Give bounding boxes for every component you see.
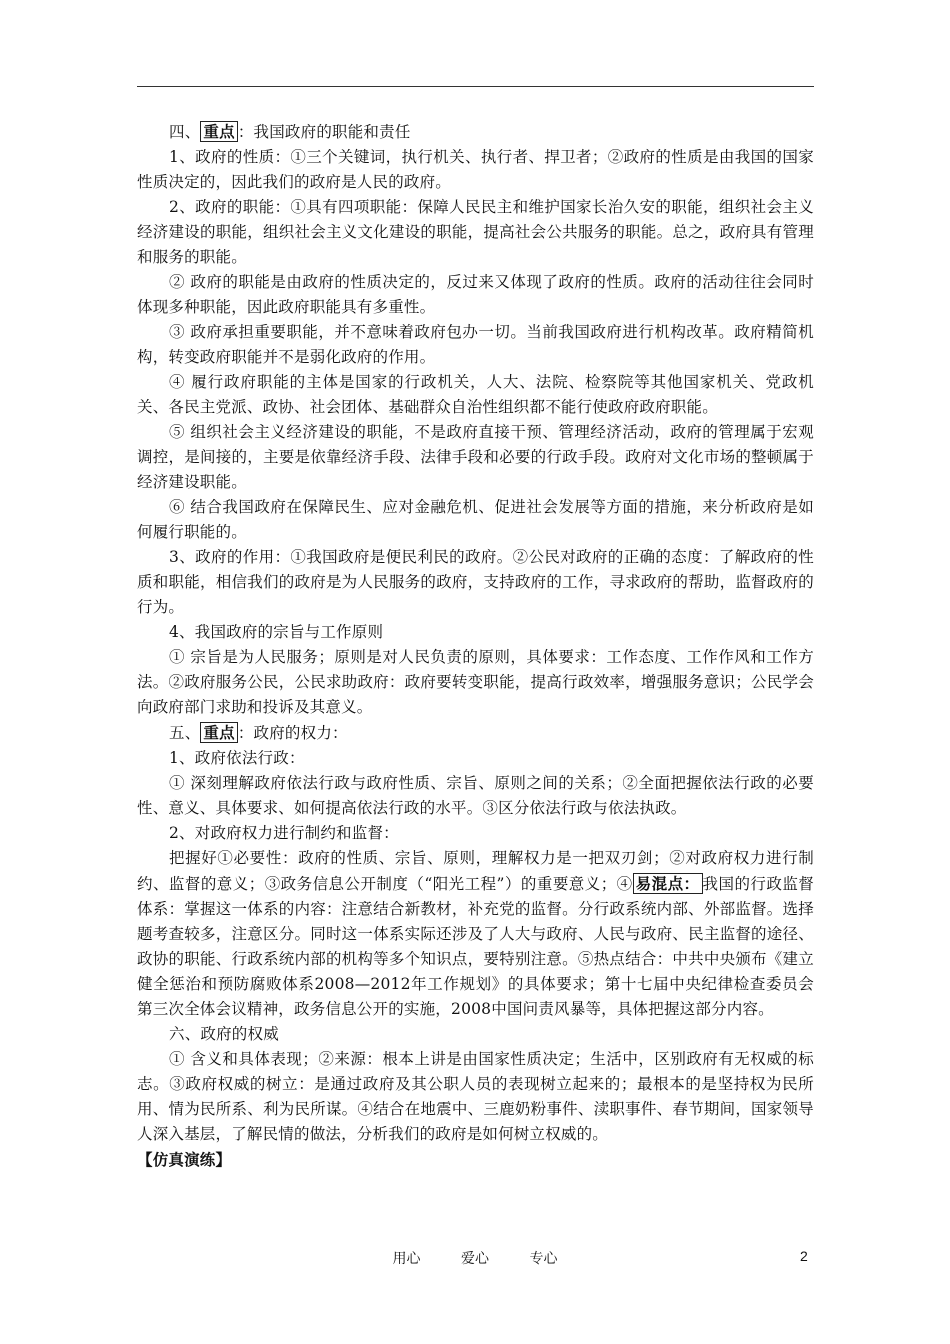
section-4-heading bbox=[137, 119, 814, 145]
footer-word: 专心 bbox=[529, 1251, 558, 1267]
document-body bbox=[137, 119, 814, 1172]
paragraph: ⑤ 组织社会主义经济建设的职能，不是政府直接干预、管理经济活动，政府的管理属于宏观调控，是间接的，主要是依靠经济手段、法律手段和必要的行政手段。政府对文化市场的整顿属于经济建设职能。 bbox=[137, 423, 814, 491]
paragraph-text: 把握好①必要性：政府的性质、宗旨、原则，理解权力是一把双刃剑；②对政府权力进行制约、监督的意义；③政务信息公开制度（“阳光工程”）的重要意义；④ bbox=[137, 849, 814, 893]
paragraph: 2、对政府权力进行制约和监督： bbox=[169, 824, 399, 842]
page-number: 2 bbox=[800, 1248, 808, 1264]
section-4-number: 四、 bbox=[169, 123, 201, 141]
paragraph: ③ 政府承担重要职能，并不意味着政府包办一切。当前我国政府进行机构改革。政府精简机构，转变政府职能并不是弱化政府的作用。 bbox=[137, 323, 814, 366]
paragraph bbox=[137, 846, 814, 1022]
header-rule bbox=[137, 86, 814, 87]
key-point-tag: 重点 bbox=[200, 722, 237, 743]
paragraph: ① 深刻理解政府依法行政与政府性质、宗旨、原则之间的关系；②全面把握依法行政的必要性、意义、具体要求、如何提高依法行政的水平。③区分依法行政与依法执政。 bbox=[137, 774, 814, 817]
key-point-tag: 重点 bbox=[200, 121, 237, 142]
section-5-number: 五、 bbox=[169, 724, 201, 742]
paragraph: 4、我国政府的宗旨与工作原则 bbox=[169, 623, 384, 641]
section-4-title: ：我国政府的职能和责任 bbox=[237, 123, 411, 141]
paragraph: ① 宗旨是为人民服务；原则是对人民负责的原则，具体要求：工作态度、工作作风和工作方法。②政府服务公民，公民求助政府：政府要转变职能，提高行政效率，增强服务意识；公民学会向政府部门求助和投诉及其意义。 bbox=[137, 648, 814, 716]
section-5-heading bbox=[137, 720, 814, 746]
footer-word: 用心 bbox=[392, 1251, 421, 1267]
paragraph: ② 政府的职能是由政府的性质决定的，反过来又体现了政府的性质。政府的活动往往会同时体现多种职能，因此政府职能具有多重性。 bbox=[137, 273, 814, 316]
paragraph: ① 含义和具体表现；②来源：根本上讲是由国家性质决定；生活中，区别政府有无权威的标志。③政府权威的树立：是通过政府及其公职人员的表现树立起来的；最根本的是坚持权为民所用、情为民所系、利为民所谋。④结合在地震中、三鹿奶粉事件、渎职事件、春节期间，国家领导人深入基层，了解民情的做法，分析我们的政府是如何树立权威的。 bbox=[137, 1050, 814, 1143]
paragraph: ⑥ 结合我国政府在保障民生、应对金融危机、促进社会发展等方面的措施，来分析政府是如何履行职能的。 bbox=[137, 498, 814, 541]
exercise-heading: 【仿真演练】 bbox=[137, 1150, 232, 1169]
paragraph: 1、政府的性质：①三个关键词，执行机关、执行者、捍卫者；②政府的性质是由我国的国家性质决定的，因此我们的政府是人民的政府。 bbox=[137, 148, 814, 191]
section-5-title: ：政府的权力： bbox=[237, 724, 348, 742]
section-6-heading: 六、政府的权威 bbox=[169, 1025, 279, 1043]
paragraph-text: 我国的行政监督体系：掌握这一体系的内容：注意结合新教材，补充党的监督。分行政系统内部、外部监督。选择题考查较多，注意区分。同时这一体系实际还涉及了人大与政府、人民与政府、民主监督的途径、政协的职能、行政系统内部的机构等多个知识点，要特别注意。⑤热点结合：中共中央颁布《建立健全惩治和预防腐败体系2008—2012年工作规划》的具体要求；第十七届中央纪律检查委员会第三次全体会议精神，政务信息公开的实施，2008中国问责风暴等，具体把握这部分内容。 bbox=[137, 875, 814, 1018]
paragraph: ④ 履行政府职能的主体是国家的行政机关，人大、法院、检察院等其他国家机关、党政机关、各民主党派、政协、社会团体、基础群众自治性组织都不能行使政府政府职能。 bbox=[137, 373, 814, 416]
paragraph: 1、政府依法行政： bbox=[169, 749, 305, 767]
confusing-point-tag: 易混点： bbox=[633, 873, 703, 894]
footer-word: 爱心 bbox=[461, 1251, 489, 1267]
paragraph: 3、政府的作用：①我国政府是便民利民的政府。②公民对政府的正确的态度：了解政府的性质和职能，相信我们的政府是为人民服务的政府，支持政府的工作，寻求政府的帮助，监督政府的行为。 bbox=[137, 548, 814, 616]
paragraph: 2、政府的职能：①具有四项职能：保障人民民主和维护国家长治久安的职能，组织社会主义经济建设的职能，组织社会主义文化建设的职能，提高社会公共服务的职能。总之，政府具有管理和服务的职能。 bbox=[137, 198, 814, 266]
